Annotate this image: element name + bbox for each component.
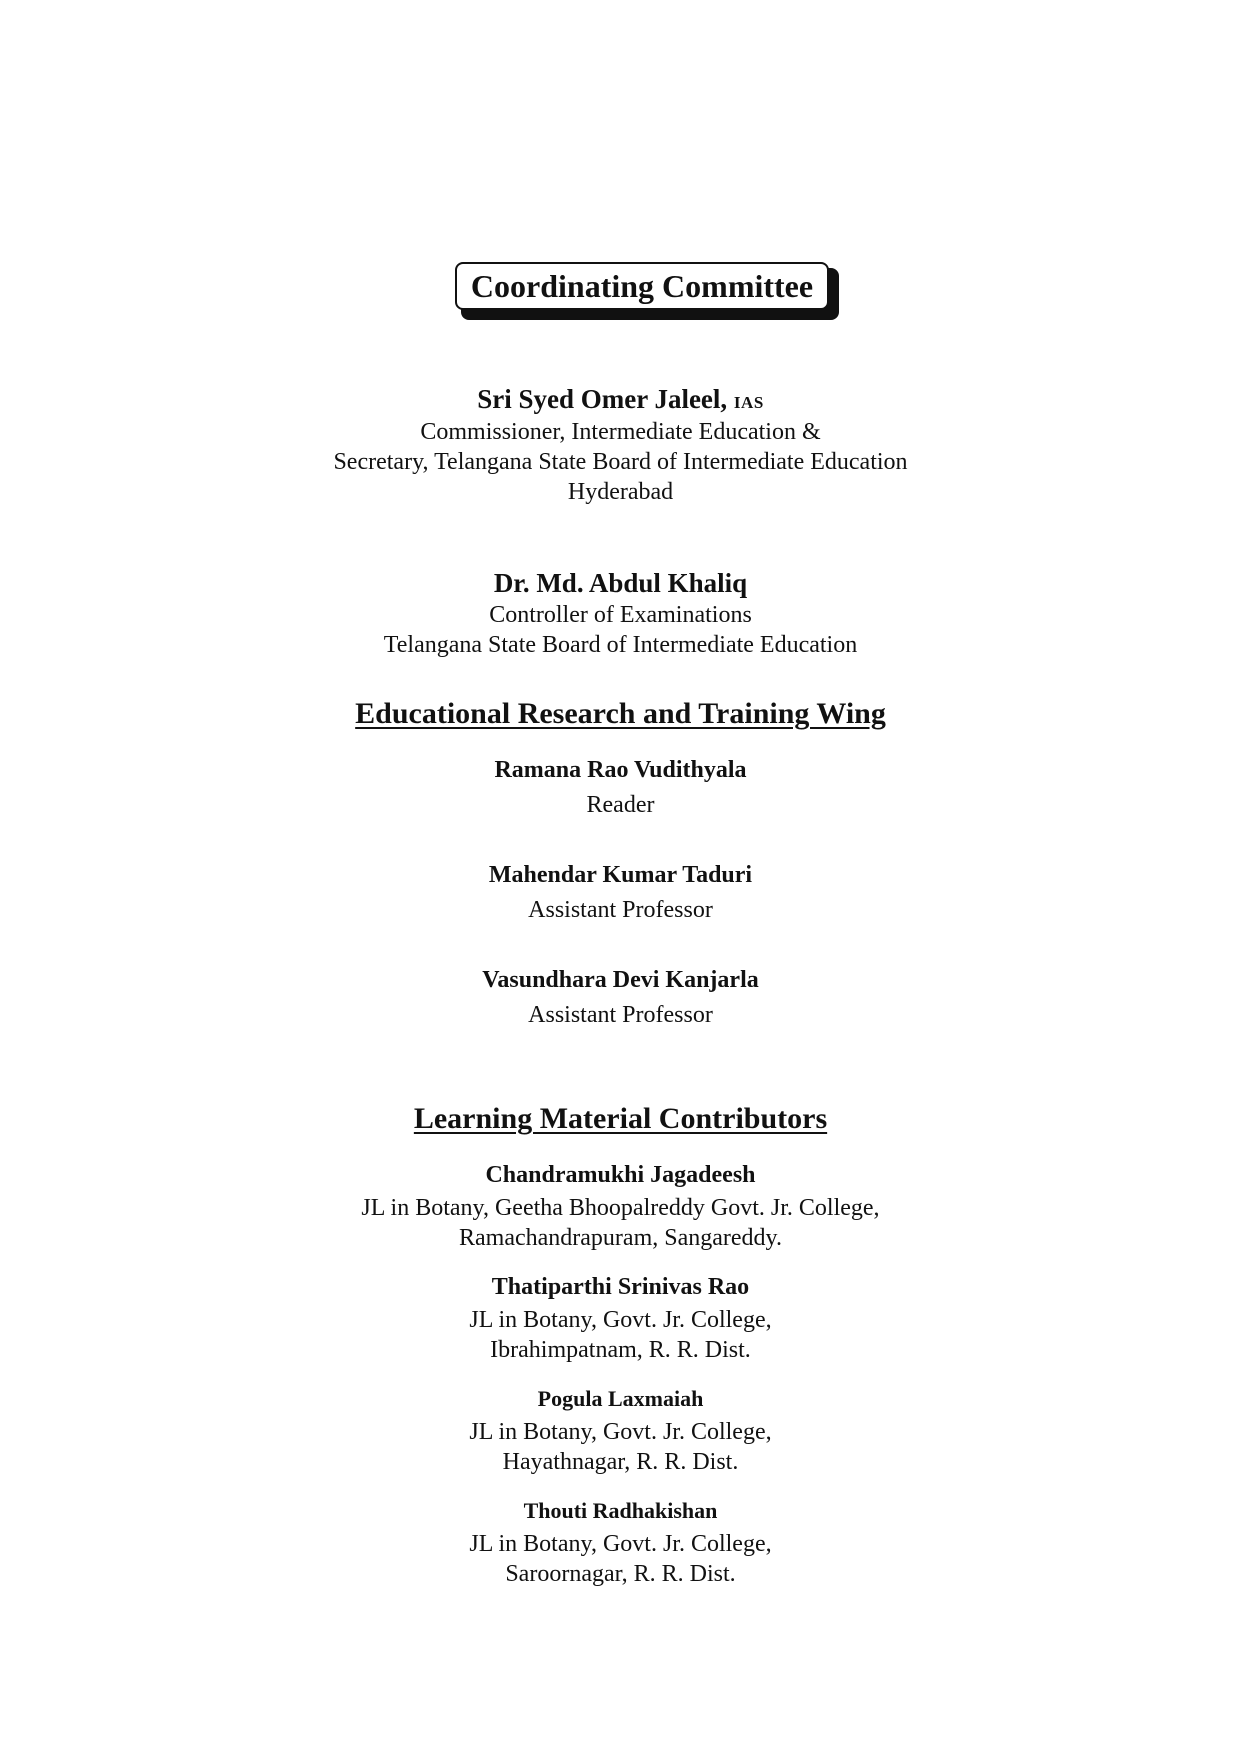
contributor-name: Pogula Laxmaiah xyxy=(537,1386,704,1411)
contributor-name: Chandramukhi Jagadeesh xyxy=(485,1162,756,1188)
ertw-member-role: Reader xyxy=(586,792,655,818)
committee-member-line: Secretary, Telangana State Board of Intermediate Education xyxy=(333,449,908,475)
contributor-line: JL in Botany, Govt. Jr. College, xyxy=(469,1419,772,1445)
section-heading-ertw: Educational Research and Training Wing xyxy=(355,697,886,730)
contributor-line: JL in Botany, Govt. Jr. College, xyxy=(469,1307,772,1333)
ertw-member-name: Vasundhara Devi Kanjarla xyxy=(482,967,759,993)
contributor-line: Hayathnagar, R. R. Dist. xyxy=(502,1449,739,1475)
contributor-line: JL in Botany, Geetha Bhoopalreddy Govt. Jr. College, xyxy=(361,1195,880,1221)
committee-member-line: Telangana State Board of Intermediate Education xyxy=(383,632,858,658)
contributor-line: Ibrahimpatnam, R. R. Dist. xyxy=(490,1337,751,1363)
title-box xyxy=(455,262,839,320)
contributor-line: JL in Botany, Govt. Jr. College, xyxy=(469,1531,772,1557)
member-name-text: Sri Syed Omer Jaleel, xyxy=(477,384,728,414)
contributor-name: Thatiparthi Srinivas Rao xyxy=(491,1274,750,1300)
ertw-member-role: Assistant Professor xyxy=(528,1002,713,1028)
committee-member-line: Controller of Examinations xyxy=(489,602,752,628)
committee-member-name: Dr. Md. Abdul Khaliq xyxy=(493,568,748,598)
member-name-suffix: IAS xyxy=(733,393,764,412)
ertw-member-name: Mahendar Kumar Taduri xyxy=(488,862,753,888)
committee-member-line: Commissioner, Intermediate Education & xyxy=(420,419,821,445)
contributor-name: Thouti Radhakishan xyxy=(523,1498,718,1523)
contributor-line: Ramachandrapuram, Sangareddy. xyxy=(459,1225,782,1251)
section-heading-contributors: Learning Material Contributors xyxy=(413,1102,828,1135)
contributor-line: Saroornagar, R. R. Dist. xyxy=(505,1561,736,1587)
ertw-member-name: Ramana Rao Vudithyala xyxy=(494,757,747,783)
page-title: Coordinating Committee xyxy=(455,262,829,310)
ertw-member-role: Assistant Professor xyxy=(528,897,713,923)
committee-member-line: Hyderabad xyxy=(567,479,674,505)
committee-member-name xyxy=(0,382,1241,420)
